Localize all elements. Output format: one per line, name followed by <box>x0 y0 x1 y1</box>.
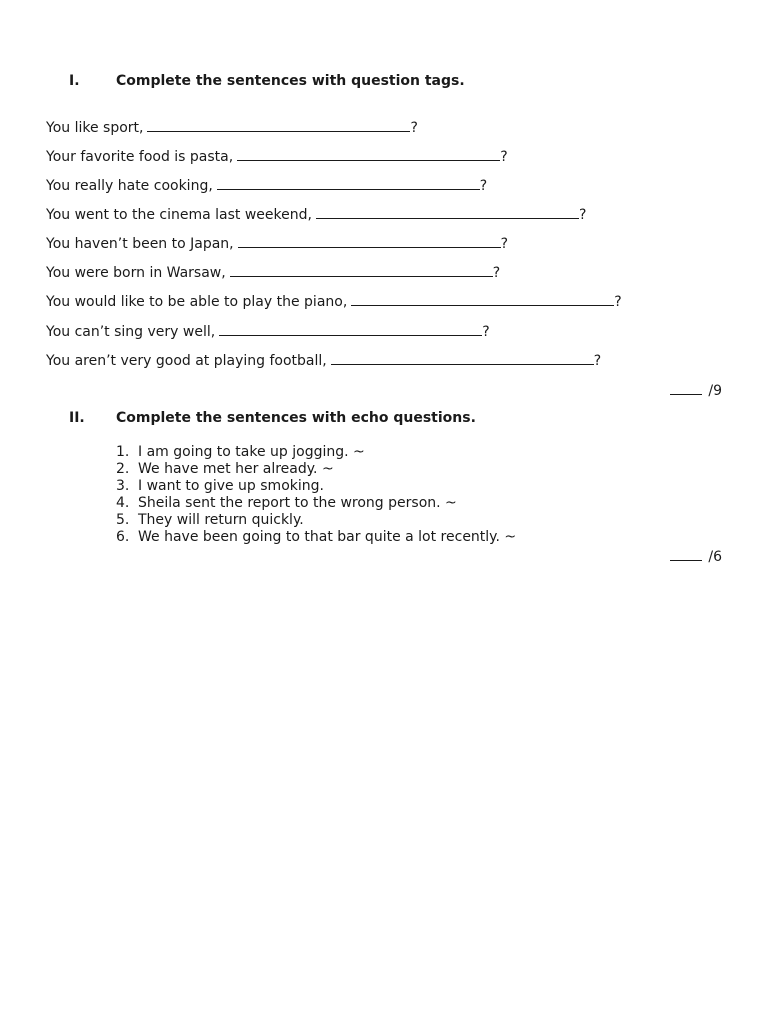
item-number: 4. <box>116 495 130 511</box>
question-tag-sentence: You were born in Warsaw, <box>46 265 226 281</box>
question-tag-item <box>46 351 601 369</box>
item-text: We have been going to that bar quite a lot recently. ~ <box>138 529 517 545</box>
section-2-heading <box>69 410 476 426</box>
question-tag-item <box>46 322 490 340</box>
question-tag-item <box>46 147 508 165</box>
section-2-numeral: II. <box>69 410 85 426</box>
question-mark: ? <box>410 120 418 136</box>
list-item <box>116 478 516 495</box>
question-mark: ? <box>614 294 622 310</box>
question-mark: ? <box>500 236 509 252</box>
item-text: We have met her already. ~ <box>138 461 334 477</box>
question-tag-sentence: You aren’t very good at playing football, <box>46 353 327 369</box>
answer-blank[interactable] <box>237 147 500 161</box>
question-tag-item <box>46 234 508 252</box>
score-total: /9 <box>708 383 722 399</box>
question-tag-item <box>46 118 418 136</box>
list-item <box>116 444 516 461</box>
answer-blank[interactable] <box>230 263 493 277</box>
echo-question-list <box>116 444 516 546</box>
answer-blank[interactable] <box>217 176 480 190</box>
item-number: 3. <box>116 478 130 494</box>
answer-blank[interactable] <box>331 351 594 365</box>
item-number: 6. <box>116 529 130 545</box>
answer-blank[interactable] <box>351 292 614 306</box>
list-item <box>116 529 516 546</box>
question-tag-sentence: You can’t sing very well, <box>46 324 216 340</box>
section-1-heading <box>69 73 465 89</box>
score-total: /6 <box>708 549 722 565</box>
section-1-numeral: I. <box>69 73 80 89</box>
question-mark: ? <box>500 149 508 165</box>
question-tag-item <box>46 176 487 194</box>
question-tag-item <box>46 205 586 223</box>
question-mark: ? <box>593 353 602 369</box>
question-tag-sentence: You would like to be able to play the piano, <box>46 294 348 310</box>
list-item <box>116 495 516 512</box>
answer-blank[interactable] <box>238 234 501 248</box>
item-text: Sheila sent the report to the wrong person. ~ <box>138 495 457 511</box>
item-number: 1. <box>116 444 130 460</box>
question-tag-item <box>46 263 500 281</box>
item-text: I want to give up smoking. <box>138 478 324 494</box>
question-tag-item <box>46 292 622 310</box>
item-number: 5. <box>116 512 130 528</box>
list-item <box>116 512 516 529</box>
answer-blank[interactable] <box>219 322 482 336</box>
answer-blank[interactable] <box>316 205 579 219</box>
item-text: They will return quickly. <box>138 512 304 528</box>
question-mark: ? <box>479 178 488 194</box>
score-blank[interactable] <box>670 547 702 561</box>
question-tag-sentence: You like sport, <box>46 120 144 136</box>
score-blank[interactable] <box>670 381 702 395</box>
item-number: 2. <box>116 461 130 477</box>
question-tag-sentence: You really hate cooking, <box>46 178 213 194</box>
question-tag-sentence: Your favorite food is pasta, <box>46 149 234 165</box>
question-mark: ? <box>492 265 501 281</box>
answer-blank[interactable] <box>147 118 410 132</box>
question-tag-sentence: You went to the cinema last weekend, <box>46 207 312 223</box>
item-text: I am going to take up jogging. ~ <box>138 444 365 460</box>
list-item <box>116 461 516 478</box>
question-tag-sentence: You haven’t been to Japan, <box>46 236 234 252</box>
question-mark: ? <box>578 207 587 223</box>
question-mark: ? <box>482 324 490 340</box>
section-2-score <box>670 547 722 565</box>
section-2-title: Complete the sentences with echo questions. <box>116 410 476 426</box>
section-1-score <box>670 381 722 399</box>
section-1-title: Complete the sentences with question tags. <box>116 73 465 89</box>
